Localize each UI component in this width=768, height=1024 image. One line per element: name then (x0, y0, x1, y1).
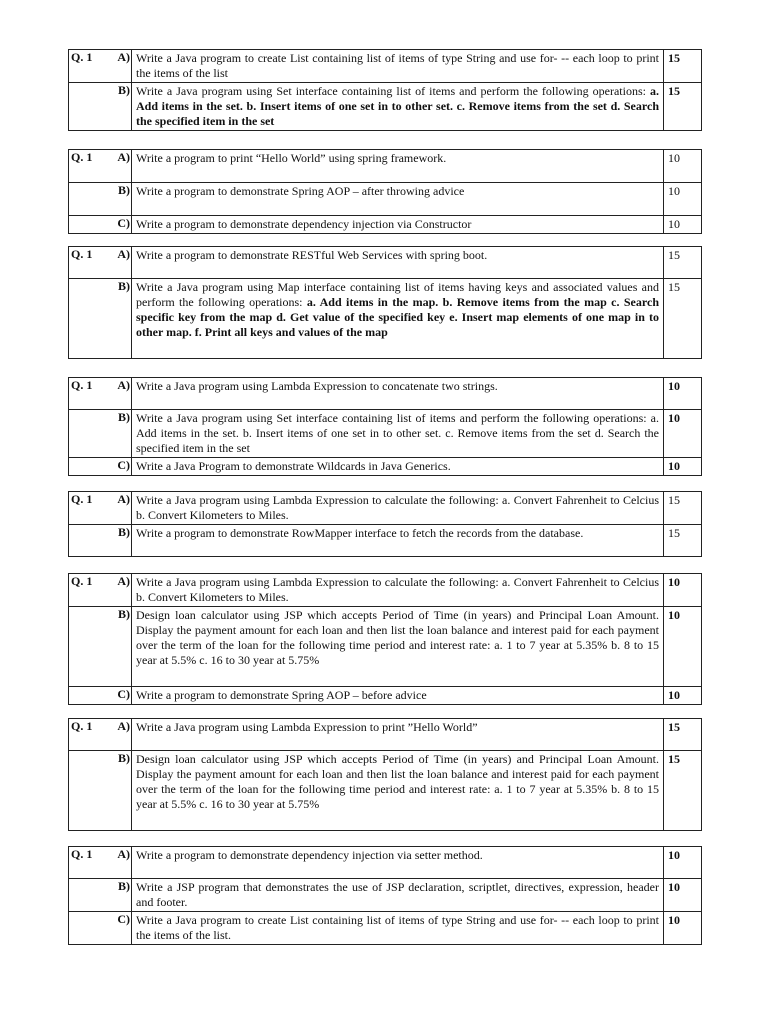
question-row (69, 83, 702, 131)
question-label-cell (69, 912, 132, 945)
question-marks: 10 (664, 879, 702, 912)
question-text: Write a program to demonstrate dependency injection via Constructor (132, 216, 664, 234)
question-part: B) (118, 751, 130, 765)
question-row (69, 574, 702, 607)
question-marks: 10 (664, 410, 702, 458)
question-text: Write a program to print “Hello World” using spring framework. (132, 150, 664, 183)
question-label-cell (69, 247, 132, 279)
question-text: Write a Java program using Lambda Expression to concatenate two strings. (132, 378, 664, 410)
question-table (68, 377, 702, 476)
question-text: Write a program to demonstrate Spring AOP – after throwing advice (132, 183, 664, 216)
question-number: Q. 1 (71, 719, 93, 733)
question-row (69, 410, 702, 458)
question-label-cell (69, 492, 132, 525)
question-text: Design loan calculator using JSP which accepts Period of Time (in years) and Principal Loan Amount. Display the payment amount for each loan and then list the loan balance and interest paid for each payment over the term of the loan for the following time period and interest rate: a. 1 to 7 year at 5.35% b. 8 to 15 year at 5.5% c. 16 to 30 year at 5.75% (132, 607, 664, 687)
question-table (68, 573, 702, 705)
question-label-cell (69, 525, 132, 557)
question-marks: 15 (664, 492, 702, 525)
question-marks: 10 (664, 458, 702, 476)
question-row (69, 50, 702, 83)
question-label-cell (69, 83, 132, 131)
question-part: B) (118, 279, 130, 293)
question-text: Write a program to demonstrate RowMapper interface to fetch the records from the database. (132, 525, 664, 557)
question-label-cell (69, 150, 132, 183)
question-row (69, 216, 702, 234)
question-text: Write a program to demonstrate Spring AOP – before advice (132, 687, 664, 705)
question-text: Write a Java program to create List containing list of items of type String and use for- -- each loop to print the items of the list. (132, 912, 664, 945)
question-text: Write a JSP program that demonstrates the use of JSP declaration, scriptlet, directives, expression, header and footer. (132, 879, 664, 912)
question-part: C) (117, 687, 130, 701)
question-part: C) (117, 216, 130, 230)
question-table (68, 846, 702, 945)
question-part: B) (118, 183, 130, 197)
question-marks: 10 (664, 687, 702, 705)
question-marks: 15 (664, 50, 702, 83)
question-text: Write a Java Program to demonstrate Wildcards in Java Generics. (132, 458, 664, 476)
question-number: Q. 1 (71, 492, 93, 506)
question-text: Write a Java program using Lambda Expression to calculate the following: a. Convert Fahrenheit to Celcius b. Convert Kilometers to Miles. (132, 492, 664, 525)
question-label-cell (69, 574, 132, 607)
question-part: A) (117, 50, 130, 64)
question-part: B) (118, 410, 130, 424)
question-label-cell (69, 458, 132, 476)
question-row (69, 751, 702, 831)
question-label-cell (69, 216, 132, 234)
question-part: C) (117, 912, 130, 926)
question-part: B) (118, 879, 130, 893)
question-part: A) (117, 378, 130, 392)
question-marks: 10 (664, 183, 702, 216)
question-marks: 10 (664, 574, 702, 607)
question-part: A) (117, 247, 130, 261)
question-table (68, 491, 702, 557)
question-text: Write a Java program using Set interface containing list of items and perform the following operations: a. Add items in the set. b. Insert items of one set in to other set. c. Remove items from the set d. Search the specified item in the set (132, 410, 664, 458)
question-label-cell (69, 719, 132, 751)
question-text: Write a Java program using Lambda Expression to calculate the following: a. Convert Fahrenheit to Celcius b. Convert Kilometers to Miles. (132, 574, 664, 607)
question-number: Q. 1 (71, 150, 93, 164)
question-text: Write a program to demonstrate RESTful Web Services with spring boot. (132, 247, 664, 279)
question-part: B) (118, 525, 130, 539)
question-marks: 10 (664, 150, 702, 183)
question-row (69, 247, 702, 279)
question-text: Write a Java program to create List containing list of items of type String and use for- -- each loop to print the items of the list (132, 50, 664, 83)
question-label-cell (69, 879, 132, 912)
question-part: A) (117, 492, 130, 506)
question-row (69, 378, 702, 410)
question-label-cell (69, 410, 132, 458)
question-marks: 10 (664, 847, 702, 879)
question-part: B) (118, 607, 130, 621)
question-row (69, 458, 702, 476)
question-marks: 10 (664, 378, 702, 410)
question-part: A) (117, 847, 130, 861)
question-part: B) (118, 83, 130, 97)
question-row (69, 847, 702, 879)
question-row (69, 150, 702, 183)
question-row (69, 492, 702, 525)
question-text: Design loan calculator using JSP which accepts Period of Time (in years) and Principal Loan Amount. Display the payment amount for each loan and then list the loan balance and interest paid for each payment over the term of the loan for the following time period and interest rate: a. 1 to 7 year at 5.35% b. 8 to 15 year at 5.5% c. 16 to 30 year at 5.75% (132, 751, 664, 831)
question-marks: 10 (664, 607, 702, 687)
question-text: Write a Java program using Set interface containing list of items and perform the following operations: a. Add items in the set. b. Insert items of one set in to other set. c. Remove items from the set d. Search the specified item in the set (132, 83, 664, 131)
question-marks: 10 (664, 912, 702, 945)
question-table (68, 718, 702, 831)
question-marks: 15 (664, 751, 702, 831)
question-label-cell (69, 847, 132, 879)
question-number: Q. 1 (71, 574, 93, 588)
question-marks: 15 (664, 83, 702, 131)
question-row (69, 607, 702, 687)
question-row (69, 525, 702, 557)
question-part: A) (117, 719, 130, 733)
question-number: Q. 1 (71, 247, 93, 261)
question-marks: 15 (664, 247, 702, 279)
question-part: A) (117, 150, 130, 164)
question-part: C) (117, 458, 130, 472)
question-row (69, 279, 702, 359)
question-table (68, 49, 702, 131)
question-number: Q. 1 (71, 847, 93, 861)
question-part: A) (117, 574, 130, 588)
question-text: Write a Java program using Lambda Expression to print ”Hello World” (132, 719, 664, 751)
question-label-cell (69, 183, 132, 216)
question-marks: 10 (664, 216, 702, 234)
question-row (69, 687, 702, 705)
question-row (69, 719, 702, 751)
question-number: Q. 1 (71, 378, 93, 392)
question-label-cell (69, 607, 132, 687)
question-label-cell (69, 378, 132, 410)
question-row (69, 879, 702, 912)
question-marks: 15 (664, 279, 702, 359)
question-marks: 15 (664, 719, 702, 751)
question-label-cell (69, 279, 132, 359)
question-marks: 15 (664, 525, 702, 557)
question-label-cell (69, 751, 132, 831)
question-row (69, 183, 702, 216)
question-number: Q. 1 (71, 50, 93, 64)
question-text: Write a program to demonstrate dependency injection via setter method. (132, 847, 664, 879)
question-label-cell (69, 687, 132, 705)
question-table (68, 149, 702, 234)
question-label-cell (69, 50, 132, 83)
question-row (69, 912, 702, 945)
question-table (68, 246, 702, 359)
question-text: Write a Java program using Map interface containing list of items having keys and associated values and perform the following operations: a. Add items in the map. b. Remove items from the map c. Search specific key from the map d. Get value of the specified key e. Insert map elements of one map in to other map. f. Print all keys and values of the map (132, 279, 664, 359)
